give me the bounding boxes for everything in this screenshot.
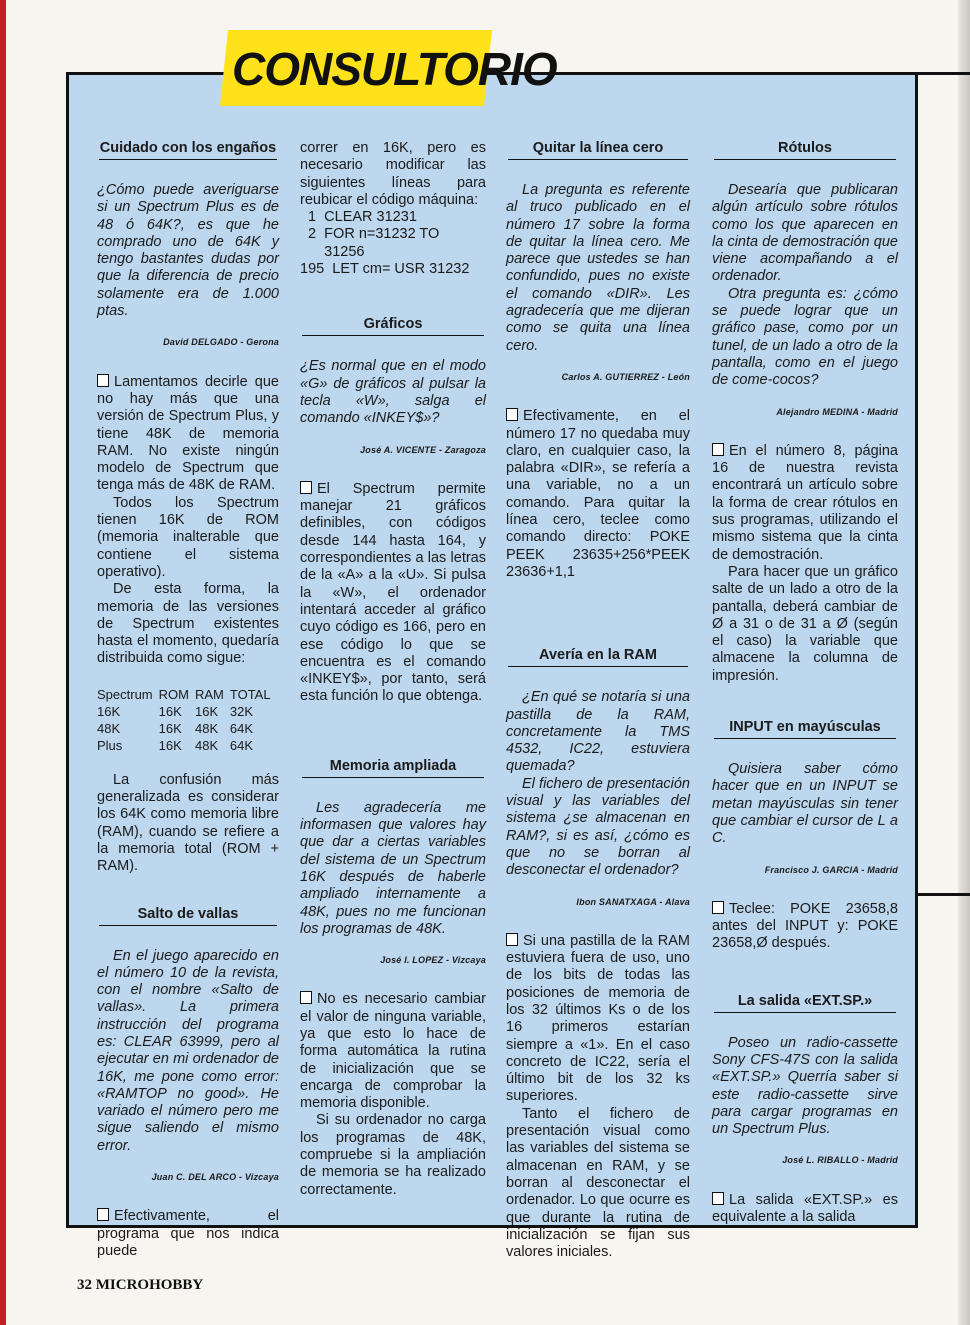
question-text: Desearía que publicaran algún artículo sobre rótulos como los que aparecen en la cinta de demostración que viene acompañando a el ordenador. [712, 182, 898, 285]
column-2 [300, 140, 486, 1199]
article-title: Salto de vallas [99, 906, 277, 926]
answer-text: Si una pastilla de la RAM estuviera fuera de uso, uno de los bits de todas las posiciones de memoria de los 32 últimos Ks o de los 16 primeros estarían siempre a «1». En el caso concreto de IC22, sería el último bit de los 32 ks superiores. [506, 932, 690, 1105]
answer-box-icon [712, 443, 724, 456]
table-header: Spectrum [97, 686, 153, 702]
table-cell: 16K [158, 720, 182, 736]
reader-question: ¿Es normal que en el modo «G» de gráficos al pulsar la tecla «W», salga el comando «INKEY$»? [300, 358, 486, 427]
code-line: 1 CLEAR 31231 [300, 209, 417, 226]
article-title: Cuidado con los engaños [99, 140, 277, 160]
reader-signature: Francisco J. GARCIA - Madrid [764, 864, 898, 875]
answer-box-icon [506, 408, 518, 421]
answer-box-icon [300, 481, 312, 494]
answer-text: Todos los Spectrum tienen 16K de ROM (memoria inalterable que contiene el sistema operativo). [97, 494, 279, 580]
page-gutter-shadow [958, 0, 970, 1325]
question-text: El fichero de presentación visual y las variables del sistema ¿se almacenan en RAM?, si es así, ¿cómo es que no se borran al desconectar el ordenador? [506, 775, 690, 879]
table-cell: 16K [158, 703, 182, 719]
column-3 [506, 140, 690, 1261]
page-edge-stripe [0, 0, 6, 1325]
reader-question: Poseo un radio-cassette Sony CFS-47S con la salida «EXT.SP.» Querría saber si este radio-cassette sirve para cargar programas en un Spectrum Plus. [712, 1034, 898, 1138]
reader-question: Les agradecería me informasen que valores hay que dar a ciertas variables del sistema de un Spectrum 16K después de haberle ampliado internamente a 48K, pues no me funcionan los programas de 48K. [300, 799, 486, 937]
table-cell: 48K [97, 720, 121, 736]
reader-question: ¿Cómo puede averiguarse si un Spectrum Plus es de 48 ó 64K?, es que he comprado uno de 64K y tengo bastantes dudas por que la diferencia de precio solamente era de 1.000 ptas. [97, 182, 279, 320]
reader-signature: Alejandro MEDINA - Madrid [776, 406, 898, 417]
answer-text: Efectivamente, en el número 17 no quedaba muy claro, en cualquier caso, la palabra «DIR», se refería a una variable, no a un comando. Para quitar la línea cero, teclee como comando directo: POKE PEEK 23635+256*PEEK 23636+1,1 [506, 408, 690, 580]
page-footer [77, 1277, 203, 1294]
article-title: Rótulos [714, 140, 896, 160]
answer [300, 991, 486, 1199]
reader-signature: Ibon SANATXAGA - Alava [576, 896, 690, 907]
code-listing [300, 209, 486, 278]
answer-box-icon [97, 1208, 109, 1221]
page-number: 32 [77, 1277, 92, 1293]
answer-text: Para hacer que un gráfico salte de un lado a otro de la pantalla, deberá cambiar de Ø a 31 o de 31 a Ø (según el caso) la variable que almacene la columna de impresión. [712, 563, 898, 684]
table-cell: Plus [97, 737, 123, 753]
section-logo: CONSULTORIO [232, 43, 557, 95]
article-title: La salida «EXT.SP.» [714, 993, 896, 1013]
column-1 [97, 140, 279, 1260]
reader-question: Quisiera saber cómo hacer que en un INPUT se metan mayúsculas sin tener que cambiar el cursor de L a C. [712, 761, 898, 847]
reader-signature: José A. VICENTE - Zaragoza [360, 444, 486, 455]
answer-text: Tanto el fichero de presentación visual como las variables del sistema se almacenan en RAM, y se borran al desconectar el ordenador. Lo que ocurre es que durante la rutina de inicialización se fijan sus valores iniciales. [506, 1105, 690, 1261]
reader-question [712, 182, 898, 390]
reader-signature: David DELGADO - Gerona [163, 337, 279, 348]
answer-text: Lamentamos decirle que no hay más que una versión de Spectrum Plus, y tiene 48K de memoria RAM. No existe ningún modelo de Spectrum que tenga más de 48K de RAM. [97, 373, 279, 494]
table-cell: 16K [158, 737, 182, 753]
answer-box-icon [97, 374, 109, 387]
table-cell: 16K [194, 703, 219, 719]
answer-box-icon [506, 933, 518, 946]
code-line: 195 LET cm= USR 31232 [300, 261, 470, 278]
table-cell: 16K [97, 703, 121, 719]
answer-box-icon [712, 901, 724, 914]
table-header: ROM [158, 686, 189, 702]
table-header-row [97, 686, 277, 703]
article-title: Quitar la línea cero [508, 140, 688, 160]
answer [712, 443, 898, 685]
magazine-name: MICROHOBBY [95, 1277, 204, 1293]
frame-right-rule [916, 893, 970, 896]
reader-signature: José I. LOPEZ - Vizcaya [380, 955, 486, 966]
answer [506, 933, 690, 1262]
reader-signature: Carlos A. GUTIERREZ - León [561, 371, 690, 382]
article-title: Avería en la RAM [508, 647, 688, 667]
answer-text: Teclee: POKE 23658,8 antes del INPUT y: POKE 23658,Ø después. [712, 900, 898, 952]
answer-text: La confusión más generalizada es considerar los 64K como memoria libre (RAM), cuando se refiere a la memoria total (ROM + RAM). [97, 771, 279, 875]
article-title: Gráficos [302, 316, 484, 336]
answer-text: No es necesario cambiar el valor de ninguna variable, ya que esto lo hace de forma automática la rutina de inicialización que se encarga de comprobar la memoria disponible. [300, 991, 486, 1112]
reader-signature: Juan C. DEL ARCO - Vizcaya [151, 1172, 279, 1183]
answer-box-icon [712, 1192, 724, 1205]
memory-table [97, 686, 277, 754]
reader-question: En el juego aparecido en el número 10 de la revista, con el nombre «Salto de vallas». La primera instrucción del programa es: CLEAR 63999, pero al ejecutar en mi ordenador de 16K, me pone como error: «RAMTOP no good». He variado el número pero me sigue saliendo el mismo error. [97, 947, 279, 1154]
reader-signature: José L. RIBALLO - Madrid [782, 1155, 898, 1166]
answer-text: correr en 16K, pero es necesario modificar las siguientes líneas para reubicar el código máquina: [300, 140, 486, 208]
answer-text: De esta forma, la memoria de las versiones de Spectrum existentes hasta el momento, quedaría distribuida como sigue: [97, 581, 279, 667]
table-row [97, 720, 277, 737]
code-line: 2 FOR n=31232 TO [300, 226, 440, 243]
answer-text: En el número 8, página 16 de nuestra revista encontrará un artículo sobre la forma de crear rótulos en sus programas, utilizando el mismo sistema que la cinta de demostración. [712, 442, 898, 563]
table-cell: 48K [194, 737, 219, 753]
table-cell: 48K [194, 720, 219, 736]
answer-text: Efectivamente, el programa que nos indica puede [97, 1208, 279, 1259]
article-title: INPUT en mayúsculas [714, 719, 896, 739]
table-cell: 64K [229, 737, 254, 753]
answer-text: El Spectrum permite manejar 21 gráficos definibles, con códigos desde 144 hasta 164, y correspondientes a las letras de la «A» a la «U». Si pulsa la «W», el ordenador intentará acceder al gráfico cuyo código es 166, pero en ese código lo que se encuentra es el comando «INKEY$», por tanto, será esta función lo que obtenga. [300, 480, 486, 705]
reader-question: La pregunta es referente al truco publicado en el número 17 sobre la forma de quitar la línea cero. Me parece que ustedes se han confundido, pues no existe el comando «DIR». Les agradecería que me dijeran como se quita una línea cero. [506, 182, 690, 354]
answer-text: Si su ordenador no carga los programas de 48K, compruebe si la ampliación de memoria se ha realizado correctamente. [300, 1112, 486, 1198]
answer-box-icon [300, 991, 312, 1004]
answer [97, 374, 279, 668]
reader-question [506, 689, 690, 879]
question-text: Otra pregunta es: ¿cómo se puede lograr que un gráfico pase, como por un tunel, de un lado a otro de la pantalla, como en el juego de come-cocos? [712, 285, 898, 389]
table-cell: 32K [229, 703, 254, 719]
table-header: RAM [194, 686, 224, 702]
article-title: Memoria ampliada [302, 758, 484, 778]
question-text: ¿En qué se notaría si una pastilla de la RAM, concretamente la TMS 4532, IC22, estuviera quemada? [506, 689, 690, 775]
table-cell: 64K [229, 720, 254, 736]
answer-text: La salida «EXT.SP.» es equivalente a la salida [712, 1191, 898, 1226]
table-row [97, 703, 277, 720]
column-4 [712, 140, 898, 1226]
table-row [97, 737, 277, 754]
table-header: TOTAL [229, 686, 271, 702]
code-line: 31256 [300, 243, 365, 260]
